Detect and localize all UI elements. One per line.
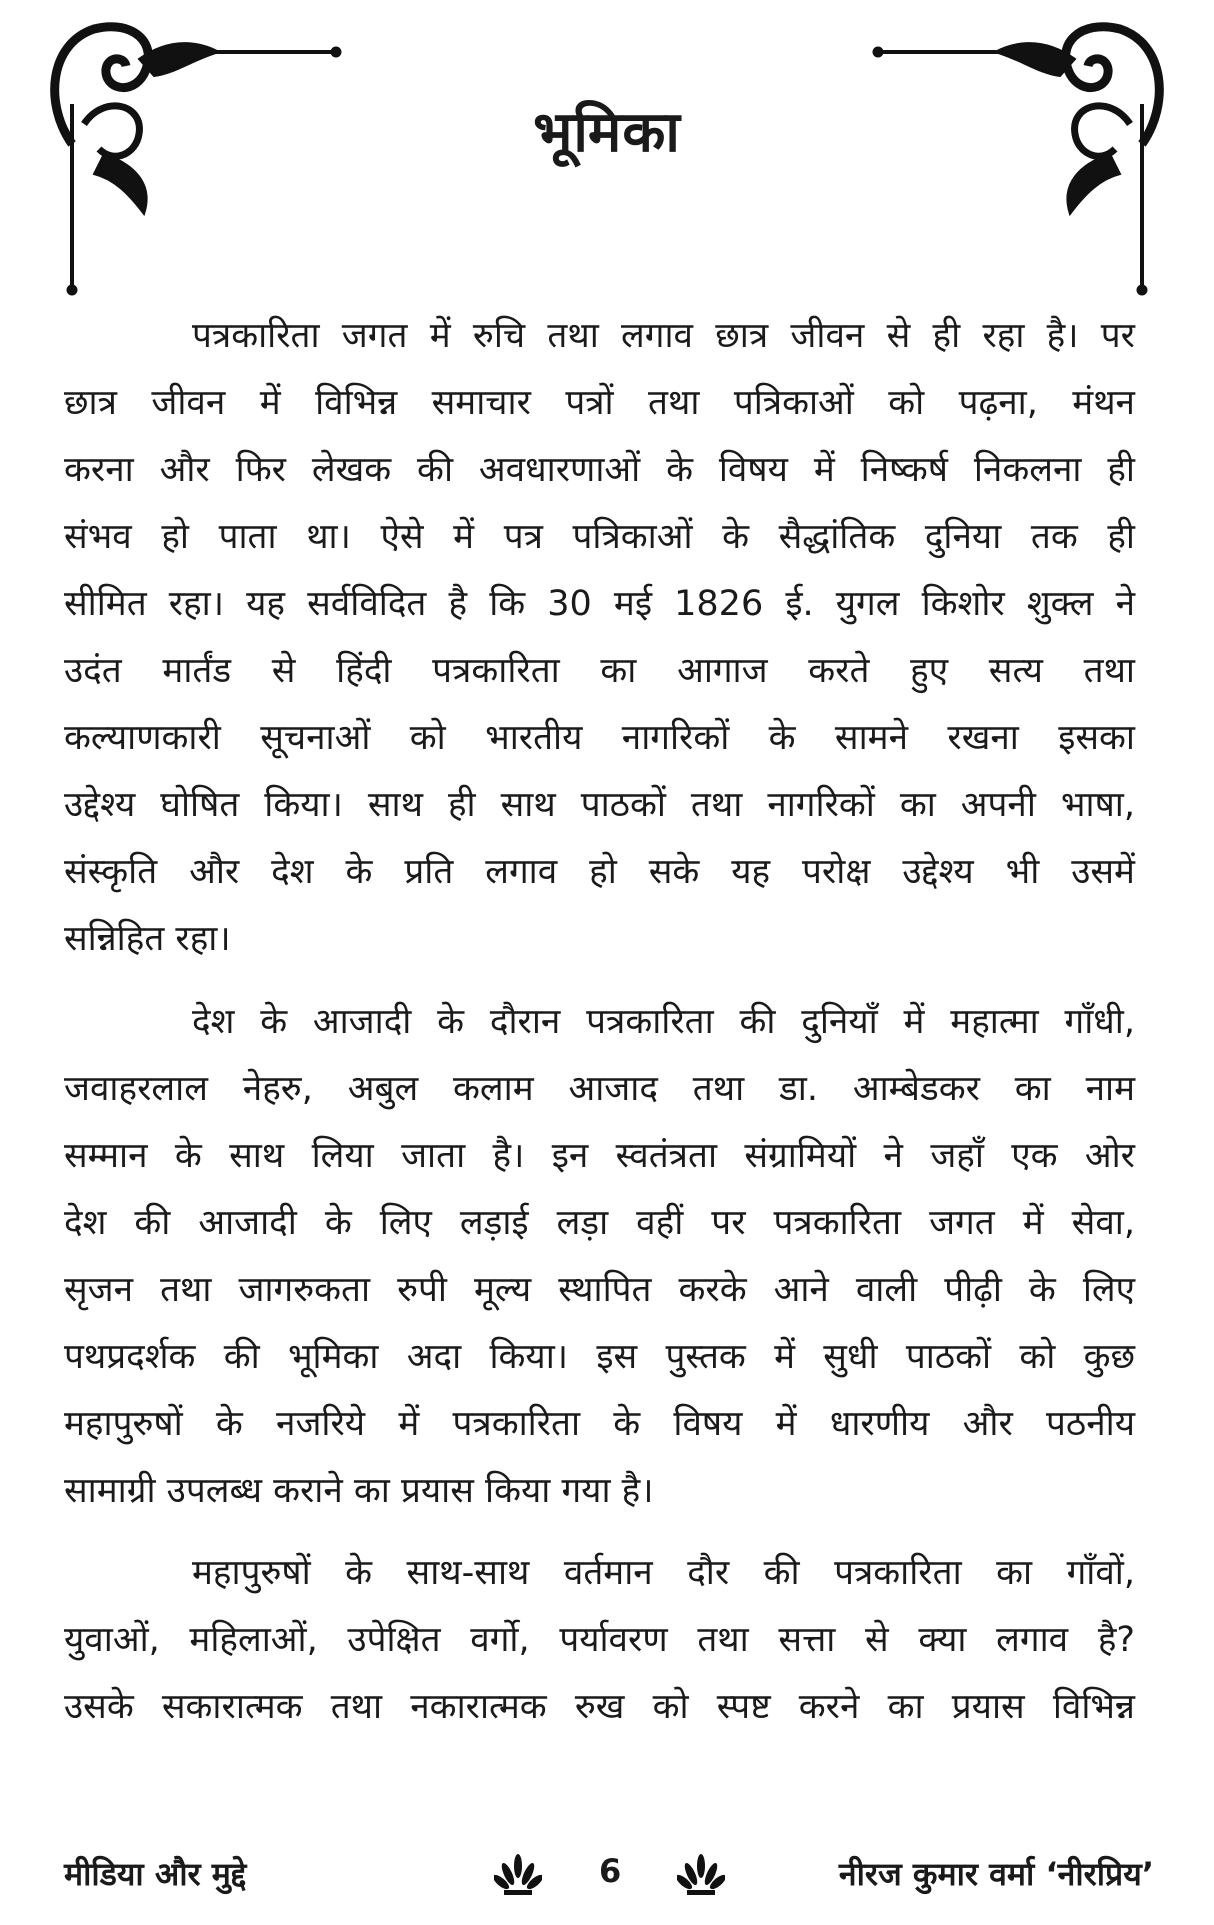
page-title: भूमिका	[533, 100, 681, 165]
text-line: उदंत मार्तंड से हिंदी पत्रकारिता का आगाज करते हुए सत्य तथा	[64, 651, 1135, 691]
text-line: पथप्रदर्शक की भूमिका अदा किया। इस पुस्तक में सुधी पाठकों को कुछ	[64, 1337, 1135, 1377]
text-line: महापुरुषों के नजरिये में पत्रकारिता के विषय में धारणीय और पठनीय	[64, 1404, 1135, 1444]
page-footer	[64, 1852, 1154, 1902]
text-line: महापुरुषों के साथ-साथ वर्तमान दौर की पत्रकारिता का गाँवों,	[192, 1553, 1135, 1593]
text-line: सीमित रहा। यह सर्वविदित है कि 30 मई 1826 ई. युगल किशोर शुक्ल ने	[64, 584, 1135, 624]
fan-ornament-icon	[677, 1852, 725, 1898]
text-line: संस्कृति और देश के प्रति लगाव हो सके यह परोक्ष उद्देश्य भी उसमें	[64, 852, 1135, 892]
text-line: जवाहरलाल नेहरु, अबुल कलाम आजाद तथा डा. आम्बेडकर का नाम	[64, 1069, 1135, 1109]
text-line: पत्रकारिता जगत में रुचि तथा लगाव छात्र जीवन से ही रहा है। पर	[192, 316, 1135, 356]
book-title: मीडिया और मुद्दे	[64, 1855, 247, 1893]
text-line: युवाओं, महिलाओं, उपेक्षित वर्गो, पर्यावरण तथा सत्ता से क्या लगाव है?	[64, 1620, 1135, 1660]
text-line: सन्निहित रहा।	[64, 919, 231, 959]
text-line: उद्देश्य घोषित किया। साथ ही साथ पाठकों तथा नागरिकों का अपनी भाषा,	[64, 785, 1135, 825]
text-line: सामाग्री उपलब्ध कराने का प्रयास किया गया है।	[64, 1471, 654, 1511]
text-line: सम्मान के साथ लिया जाता है। इन स्वतंत्रता संग्रामियों ने जहाँ एक ओर	[64, 1136, 1135, 1176]
text-line: संभव हो पाता था। ऐसे में पत्र पत्रिकाओं के सैद्धांतिक दुनिया तक ही	[64, 517, 1135, 557]
text-line: छात्र जीवन में विभिन्न समाचार पत्रों तथा पत्रिकाओं को पढ़ना, मंथन	[64, 383, 1135, 423]
fan-ornament-icon	[494, 1852, 542, 1898]
text-line: देश के आजादी के दौरान पत्रकारिता की दुनियाँ में महात्मा गाँधी,	[192, 1002, 1135, 1042]
text-line: उसके सकारात्मक तथा नकारात्मक रुख को स्पष्ट करने का प्रयास विभिन्न	[64, 1687, 1135, 1727]
author-name: नीरज कुमार वर्मा ‘नीरप्रिय’	[838, 1855, 1154, 1893]
page-number: 6	[599, 1852, 622, 1890]
text-line: कल्याणकारी सूचनाओं को भारतीय नागरिकों के सामने रखना इसका	[64, 718, 1135, 758]
paragraph-1	[64, 303, 1135, 973]
text-line: सृजन तथा जागरुकता रुपी मूल्य स्थापित करके आने वाली पीढ़ी के लिए	[64, 1270, 1135, 1310]
text-line: देश की आजादी के लिए लड़ाई लड़ा वहीं पर पत्रकारिता जगत में सेवा,	[64, 1203, 1135, 1243]
text-line: करना और फिर लेखक की अवधारणाओं के विषय में निष्कर्ष निकलना ही	[64, 450, 1135, 490]
paragraph-3	[64, 1540, 1135, 1741]
paragraph-2	[64, 989, 1135, 1525]
